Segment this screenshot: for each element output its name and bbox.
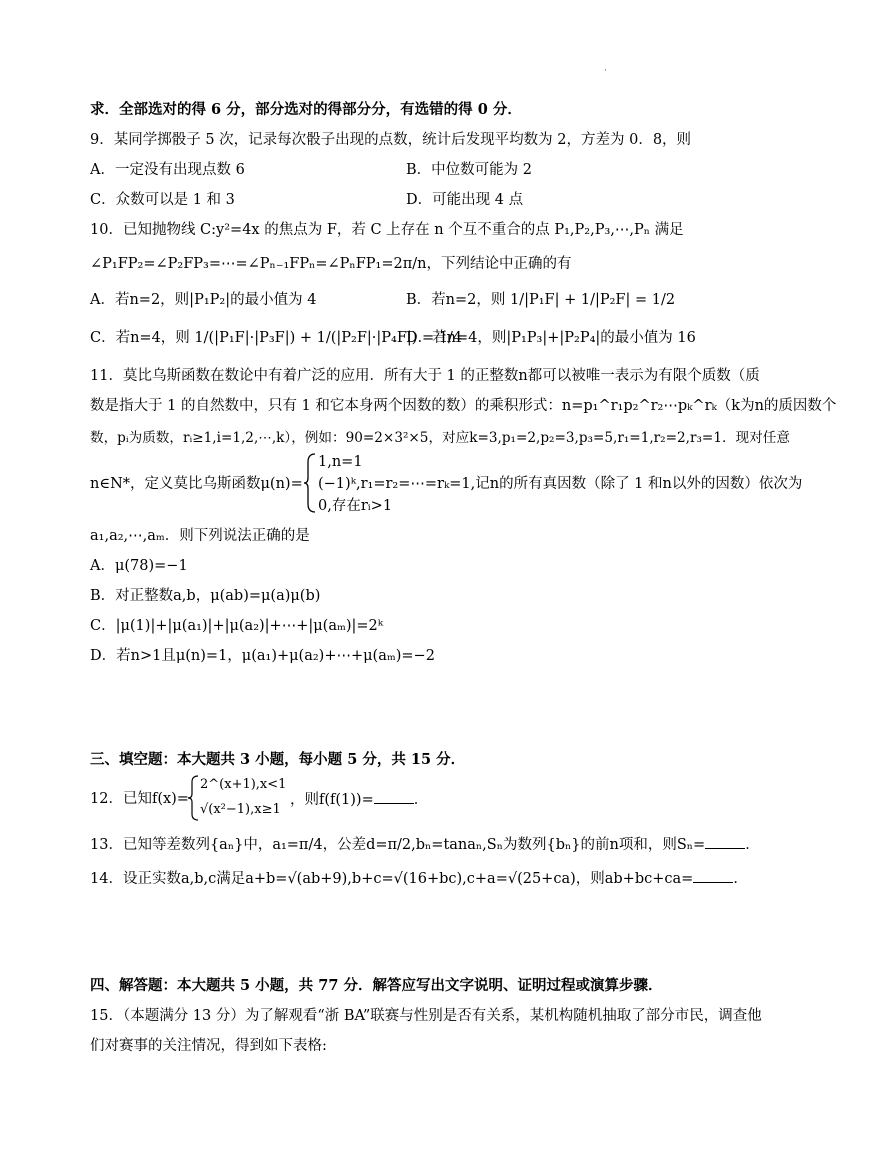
q15-line1: 15．（本题满分 13 分）为了解观看“浙 BA”联赛与性别是否有关系，某机构随机抽取了部分市民，调查他 [90,1008,762,1024]
q11-case-2: (−1)ᵏ,r₁=r₂=⋯=rₖ=1,记n的所有真因数（除了 1 和n以外的因数）依次为 [318,476,803,492]
q11-option-c: C．|μ(1)|+|μ(a₁)|+|μ(a₂)|+⋯+|μ(aₘ)|=2ᵏ [90,618,384,634]
q9-option-a: A．一定没有出现点数 6 [90,162,245,178]
q10-option-a: A．若n=2，则|P₁P₂|的最小值为 4 [90,292,317,308]
q13-answer-blank[interactable] [705,834,745,849]
q11-case-3: 0,存在rᵢ>1 [318,498,393,514]
q13-line [90,834,760,855]
q11-option-b: B．对正整数a,b，μ(ab)=μ(a)μ(b) [90,588,321,604]
section-3-heading: 三、填空题：本大题共 3 小题，每小题 5 分，共 15 分． [90,751,466,768]
q11-line1: 11．莫比乌斯函数在数论中有着广泛的应用．所有大于 1 的正整数n都可以被唯一表示为有限个质数（质 [90,368,760,384]
q11-option-a: A．μ(78)=−1 [90,558,188,574]
q9-option-d: D．可能出现 4 点 [406,192,524,208]
section-4-heading: 四、解答题：本大题共 5 小题，共 77 分．解答应写出文字说明、证明过程或演算步骤． [90,977,663,994]
piecewise-brace-icon [304,452,318,514]
q13-end: ． [745,837,760,853]
q12-tail [290,789,428,810]
q10-option-b: B．若n=2，则 1/|P₁F| + 1/|P₂F| = 1/2 [406,292,676,308]
q11-line2: 数是指大于 1 的自然数中，只有 1 和它本身两个因数的数）的乘积形式：n=p₁^r₁p₂^r₂⋯pₖ^rₖ（k为n的质因数个 [90,398,837,414]
q12-answer-blank[interactable] [374,789,414,804]
q15-line2: 们对赛事的关注情况，得到如下表格: [90,1038,327,1054]
q12-case-2: √(x²−1),x≥1 [200,802,281,817]
q14-line [90,868,748,889]
q12-end: ． [413,792,429,808]
q9-stem: 9．某同学掷骰子 5 次，记录每次骰子出现的点数，统计后发现平均数为 2，方差为 0．8，则 [90,132,692,148]
header-dot: · [604,66,607,76]
q10-stem-line1: 10．已知抛物线 C:y²=4x 的焦点为 F，若 C 上存在 n 个互不重合的点 P₁,P₂,P₃,⋯,Pₙ 满足 [90,222,684,238]
q9-option-b: B．中位数可能为 2 [406,162,532,178]
q11-line5: a₁,a₂,⋯,aₘ．则下列说法正确的是 [90,528,310,544]
q10-stem-line2: ∠P₁FP₂=∠P₂FP₃=⋯=∠Pₙ₋₁FPₙ=∠PₙFP₁=2π/n，下列结论中正确的有 [90,256,572,272]
q12-brace-icon [188,774,200,822]
q14-end: ． [733,871,748,887]
q12-prefix: 12．已知f(x)= [90,791,189,807]
q10-option-d: D．若n=4，则|P₁P₃|+|P₂P₄|的最小值为 16 [406,330,696,346]
q12-case-1: 2^(x+1),x<1 [200,777,287,792]
q14-answer-blank[interactable] [693,868,733,883]
q11-case-1: 1,n=1 [318,454,363,470]
q10-option-c: C．若n=4，则 1/(|P₁F|·|P₃F|) + 1/(|P₂F|·|P₄F|) = 1/4 [90,330,463,346]
q9-option-c: C．众数可以是 1 和 3 [90,192,235,208]
q14-text: 14．设正实数a,b,c满足a+b=√(ab+9),b+c=√(16+bc),c+a=√(25+ca)，则ab+bc+ca= [90,871,694,887]
q12-post: ，则f(f(1))= [290,792,374,808]
q13-text: 13．已知等差数列{aₙ}中，a₁=π/4，公差d=π/2,bₙ=tanaₙ,Sₙ为数列{bₙ}的前n项和，则Sₙ= [90,837,706,853]
q11-option-d: D．若n>1且μ(n)=1，μ(a₁)+μ(a₂)+⋯+μ(aₘ)=−2 [90,648,435,664]
intro-line: 求．全部选对的得 6 分，部分选对的得部分分，有选错的得 0 分． [90,101,522,118]
q11-line4-prefix: n∈N*，定义莫比乌斯函数μ(n)= [90,476,303,492]
q11-line3: 数，pᵢ为质数，rᵢ≥1,i=1,2,⋯,k），例如：90=2×3²×5，对应k=3,p₁=2,p₂=3,p₃=5,r₁=1,r₂=2,r₃=1．现对任意 [90,430,790,446]
